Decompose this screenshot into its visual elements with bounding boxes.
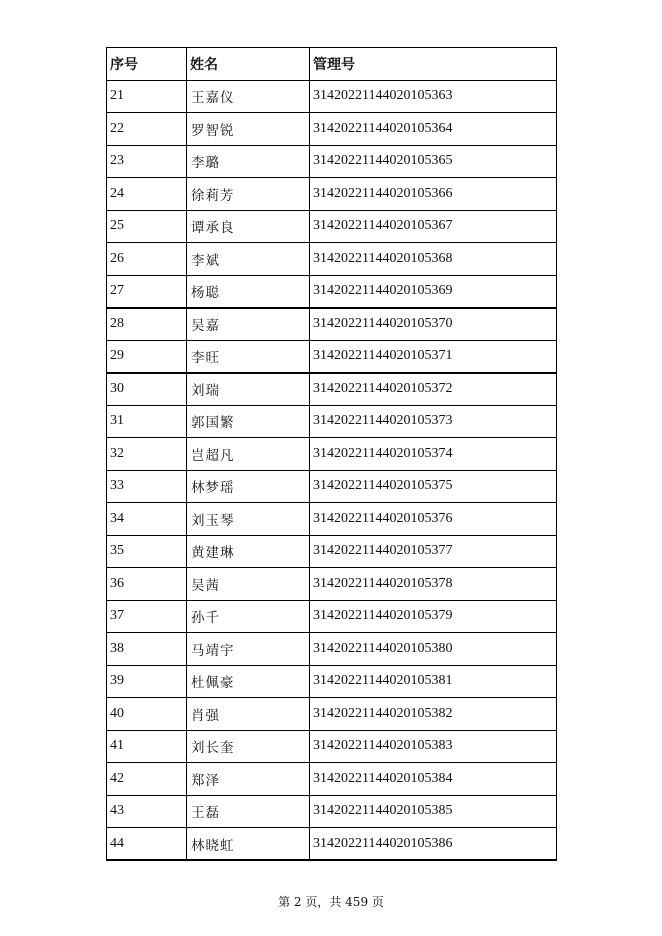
row-index: 40 [107, 698, 187, 731]
header-management-number: 管理号 [310, 48, 557, 81]
row-name: 吴茜 [187, 568, 310, 601]
row-management-number: 31420221144020105379 [310, 600, 557, 633]
row-index: 39 [107, 665, 187, 698]
row-name: 李旺 [187, 340, 310, 373]
row-management-number: 31420221144020105370 [310, 308, 557, 341]
table-row [107, 503, 557, 536]
table-row [107, 210, 557, 243]
row-index: 25 [107, 210, 187, 243]
row-management-number: 31420221144020105382 [310, 698, 557, 731]
row-name: 吴嘉 [187, 308, 310, 341]
row-index: 29 [107, 340, 187, 373]
row-name: 王磊 [187, 795, 310, 828]
row-management-number: 31420221144020105377 [310, 535, 557, 568]
row-name: 郭国繁 [187, 405, 310, 438]
row-management-number: 31420221144020105366 [310, 178, 557, 211]
table-row [107, 470, 557, 503]
table-row [107, 535, 557, 568]
row-index: 32 [107, 438, 187, 471]
row-index: 24 [107, 178, 187, 211]
row-name: 徐莉芳 [187, 178, 310, 211]
row-index: 35 [107, 535, 187, 568]
row-index: 36 [107, 568, 187, 601]
row-name: 罗智锐 [187, 113, 310, 146]
row-index: 42 [107, 763, 187, 796]
row-index: 30 [107, 373, 187, 406]
row-name: 林梦瑶 [187, 470, 310, 503]
row-management-number: 31420221144020105367 [310, 210, 557, 243]
row-name: 谭承良 [187, 210, 310, 243]
table-row [107, 568, 557, 601]
row-name: 李斌 [187, 243, 310, 276]
row-management-number: 31420221144020105380 [310, 633, 557, 666]
row-index: 27 [107, 275, 187, 308]
row-name: 岂超凡 [187, 438, 310, 471]
table-row [107, 828, 557, 861]
row-management-number: 31420221144020105385 [310, 795, 557, 828]
row-index: 22 [107, 113, 187, 146]
row-management-number: 31420221144020105374 [310, 438, 557, 471]
page-footer: 第 2 页，共 459 页 [278, 895, 384, 909]
table-row [107, 373, 557, 406]
row-management-number: 31420221144020105381 [310, 665, 557, 698]
row-name: 肖强 [187, 698, 310, 731]
row-index: 28 [107, 308, 187, 341]
table-row [107, 600, 557, 633]
header-row [107, 48, 557, 81]
row-management-number: 31420221144020105383 [310, 730, 557, 763]
row-name: 刘玉琴 [187, 503, 310, 536]
row-management-number: 31420221144020105364 [310, 113, 557, 146]
table-row [107, 730, 557, 763]
roster-table [106, 47, 557, 861]
row-management-number: 31420221144020105376 [310, 503, 557, 536]
row-index: 38 [107, 633, 187, 666]
row-name: 林晓虹 [187, 828, 310, 861]
row-name: 刘长奎 [187, 730, 310, 763]
row-management-number: 31420221144020105386 [310, 828, 557, 861]
header-name: 姓名 [187, 48, 310, 81]
row-name: 杜佩豪 [187, 665, 310, 698]
table-row [107, 633, 557, 666]
table-row [107, 275, 557, 308]
table-row [107, 698, 557, 731]
table-row [107, 665, 557, 698]
row-index: 26 [107, 243, 187, 276]
row-name: 黄建琳 [187, 535, 310, 568]
row-index: 44 [107, 828, 187, 861]
header-index: 序号 [107, 48, 187, 81]
row-index: 37 [107, 600, 187, 633]
table-row [107, 178, 557, 211]
row-management-number: 31420221144020105371 [310, 340, 557, 373]
row-management-number: 31420221144020105384 [310, 763, 557, 796]
table-row [107, 340, 557, 373]
row-management-number: 31420221144020105363 [310, 80, 557, 113]
row-management-number: 31420221144020105375 [310, 470, 557, 503]
table-row [107, 145, 557, 178]
table-row [107, 243, 557, 276]
row-name: 刘瑞 [187, 373, 310, 406]
table-row [107, 113, 557, 146]
row-management-number: 31420221144020105368 [310, 243, 557, 276]
row-index: 34 [107, 503, 187, 536]
row-name: 郑泽 [187, 763, 310, 796]
row-index: 31 [107, 405, 187, 438]
row-name: 马靖宇 [187, 633, 310, 666]
table-row [107, 438, 557, 471]
row-name: 杨聪 [187, 275, 310, 308]
row-index: 21 [107, 80, 187, 113]
row-index: 33 [107, 470, 187, 503]
table-row [107, 308, 557, 341]
row-management-number: 31420221144020105369 [310, 275, 557, 308]
table-row [107, 405, 557, 438]
row-management-number: 31420221144020105365 [310, 145, 557, 178]
row-management-number: 31420221144020105373 [310, 405, 557, 438]
table-row [107, 795, 557, 828]
row-index: 43 [107, 795, 187, 828]
row-management-number: 31420221144020105378 [310, 568, 557, 601]
table-row [107, 763, 557, 796]
row-index: 23 [107, 145, 187, 178]
row-management-number: 31420221144020105372 [310, 373, 557, 406]
row-name: 王嘉仪 [187, 80, 310, 113]
row-name: 孙千 [187, 600, 310, 633]
row-name: 李璐 [187, 145, 310, 178]
row-index: 41 [107, 730, 187, 763]
table-row [107, 80, 557, 113]
